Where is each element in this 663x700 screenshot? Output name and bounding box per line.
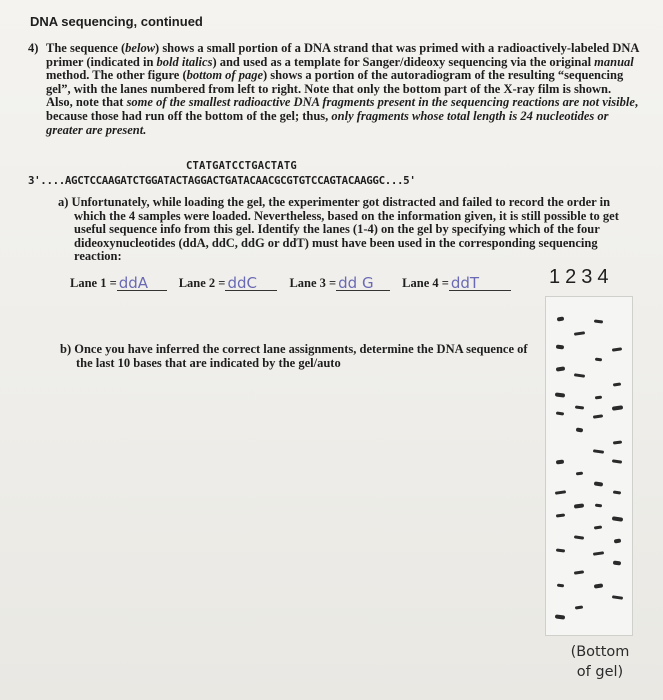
gel-band-lane-2: [573, 332, 584, 337]
gel-band-lane-4: [611, 596, 622, 601]
gel-band-lane-3: [593, 583, 602, 588]
gel-band-lane-3: [592, 551, 603, 556]
gel-band-lane-1: [556, 345, 564, 350]
lane-2-label: Lane 2 =: [178, 276, 226, 290]
question-text-segment: method. The other figure (: [46, 68, 187, 83]
gel-band-lane-1: [556, 316, 563, 321]
part-b: [60, 343, 530, 370]
part-b-text: b) Once you have inferred the correct lane assignments, determine the DNA sequence of the last 10 bases that are indicated by the gel/auto: [60, 342, 528, 370]
question-text-segment: bold italics: [156, 54, 213, 69]
lane-3-answer[interactable]: dd G: [336, 276, 390, 291]
lane-3-label: Lane 3 =: [289, 276, 337, 290]
gel-band-lane-1: [555, 615, 565, 620]
part-a: [58, 196, 633, 264]
lane-1-label: Lane 1 =: [70, 276, 117, 290]
gel-band-lane-2: [574, 503, 584, 508]
lane-4-label: Lane 4 =: [402, 276, 449, 290]
lane-2-answer[interactable]: ddC: [225, 276, 277, 291]
gel-band-lane-3: [594, 357, 601, 361]
gel-band-lane-4: [613, 539, 620, 544]
gel-band-lane-4: [611, 405, 622, 410]
gel-band-lane-4: [612, 348, 622, 352]
gel-band-lane-1: [556, 459, 564, 464]
gel-lane-numbers: 1234: [549, 266, 614, 288]
question-number: 4): [28, 41, 39, 55]
gel-band-lane-4: [613, 383, 621, 387]
gel-band-lane-2: [574, 570, 584, 574]
gel-autoradiogram: [545, 296, 633, 636]
gel-band-lane-4: [611, 516, 622, 521]
question-text-segment: below: [125, 41, 156, 55]
gel-band-lane-1: [554, 491, 565, 496]
gel-bottom-label-line2: of gel): [576, 664, 624, 680]
gel-band-lane-1: [555, 392, 565, 397]
question-text-segment: ) shows a small portion of a DNA strand that was primed with a radioactively-labeled DNA primer (indicated in: [46, 41, 639, 69]
question-text-segment: bottom of page: [186, 68, 264, 83]
gel-band-lane-1: [555, 548, 564, 552]
gel-band-lane-2: [575, 605, 583, 609]
question-text: [46, 42, 640, 137]
lane-2: [179, 276, 278, 291]
gel-band-lane-2: [575, 472, 582, 476]
template-sequence: 3'....AGCTCCAAGATCTGGATACTAGGACTGATACAACGCGTGTCCAGTACAAGGC...5': [28, 174, 416, 187]
primer-sequence: CTATGATCCTGACTATG: [186, 160, 297, 172]
question-text-segment: ) and used as a template for Sanger/dideoxy sequencing via the original: [212, 54, 595, 69]
question-text-segment: only fragments whose total length is 24 nucleotides or greater are present.: [46, 108, 609, 137]
gel-band-lane-1: [555, 513, 564, 517]
question-text-segment: ) shows a portion of the autoradiogram of the resulting “sequencing gel”, with the lanes numbered from left to right. Note that only the bottom part of the X-ray film is shown. Also, note that: [46, 68, 624, 110]
gel-band-lane-3: [593, 414, 603, 418]
gel-band-lane-3: [594, 526, 602, 530]
gel-band-lane-2: [573, 373, 584, 378]
question-text-segment: some of the smallest radioactive DNA fragments present in the sequencing reactions are not visible: [126, 95, 635, 110]
gel-band-lane-4: [612, 459, 622, 463]
lane-answers: [70, 276, 523, 291]
gel-band-lane-4: [613, 561, 621, 566]
gel-bottom-label: [560, 642, 640, 682]
gel-band-lane-1: [556, 583, 563, 587]
lane-1: [70, 276, 167, 291]
page-heading: DNA sequencing, continued: [30, 14, 203, 29]
gel-band-lane-1: [555, 367, 564, 372]
lane-4-answer[interactable]: ddT: [449, 276, 511, 291]
question-text-segment: The sequence (: [46, 41, 126, 55]
gel-bottom-label-line1: (Bottom: [570, 644, 630, 660]
lane-3: [289, 276, 390, 291]
gel-band-lane-2: [575, 427, 582, 432]
part-a-text: a) Unfortunately, while loading the gel, the experimenter got distracted and failed to record the order in which the 4 samples were loaded. Nevertheless, based on the information given, it is still possible to get useful sequence info from this gel. Identify the lanes (1-4) on the gel by specifying which of the four dideoxynucleotides (ddA, ddC, ddG or ddT) must have been used in the corresponding sequencing reaction:: [58, 195, 619, 264]
gel-band-lane-3: [592, 449, 603, 454]
question-text-segment: , because those had run off the bottom of the gel; thus,: [46, 95, 639, 123]
lane-4: [402, 276, 511, 291]
question-text-segment: manual: [594, 54, 634, 69]
gel-band-lane-4: [613, 491, 621, 495]
gel-band-lane-3: [594, 396, 601, 400]
gel-band-lane-3: [593, 319, 602, 323]
gel-band-lane-3: [594, 504, 601, 508]
gel-band-lane-2: [574, 535, 584, 539]
gel-band-lane-4: [612, 440, 621, 444]
gel-band-lane-2: [574, 405, 583, 409]
gel-band-lane-1: [556, 411, 564, 415]
lane-1-answer[interactable]: ddA: [117, 276, 167, 291]
question-4: [28, 42, 640, 137]
gel-band-lane-3: [593, 481, 602, 486]
